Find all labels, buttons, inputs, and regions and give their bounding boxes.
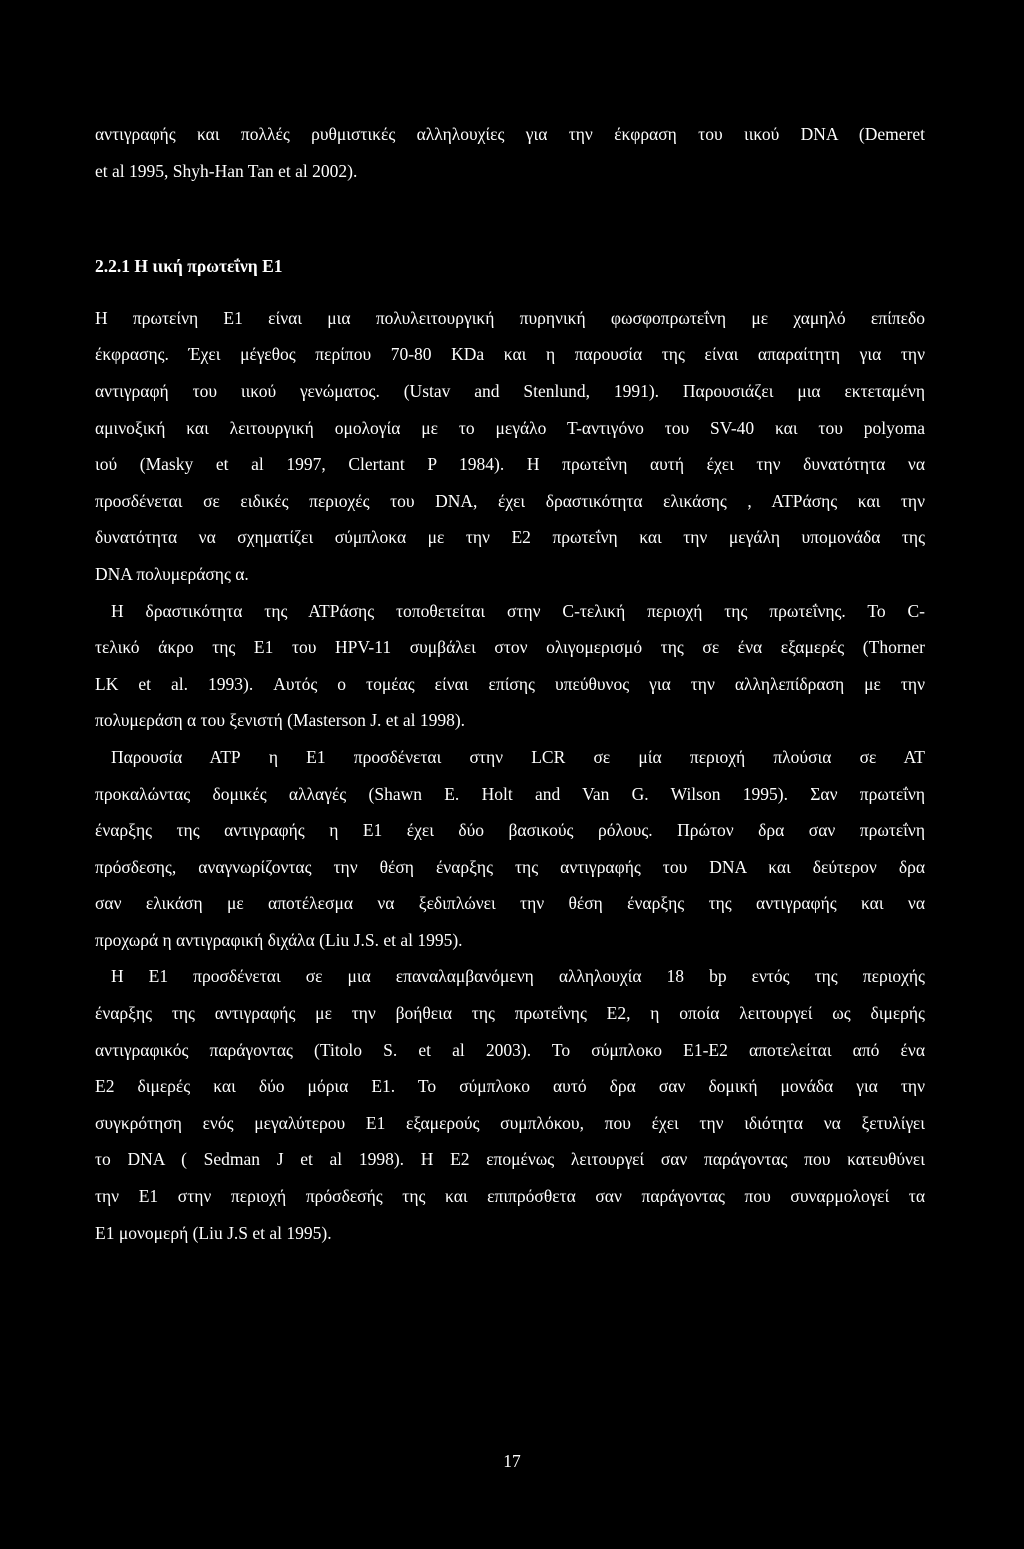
text-line: Ε2 διμερές και δύο μόρια Ε1. Το σύμπλοκο αυτό δρα σαν δομική μονάδα για την bbox=[95, 1076, 925, 1097]
text-line: πολυμεράση α του ξενιστή (Masterson J. et al 1998). bbox=[95, 710, 466, 731]
document-page bbox=[95, 116, 925, 1251]
text-line: αντιγραφικός παράγοντας (Titolo S. et al 2003). Το σύμπλοκο Ε1-Ε2 αποτελείται από ένα bbox=[95, 1039, 925, 1060]
text-line: Η πρωτείνη Ε1 είναι μια πολυλειτουργική πυρηνική φωσφοπρωτεΐνη με χαμηλό επίπεδο bbox=[95, 307, 925, 328]
text-line: προχωρά η αντιγραφική διχάλα (Liu J.S. et al 1995). bbox=[95, 929, 463, 950]
text-line: αμινοξική και λειτουργική ομολογία με το μεγάλο Τ-αντιγόνο του SV-40 και του polyoma bbox=[95, 417, 925, 438]
section-heading: 2.2.1 Η ιική πρωτεΐνη Ε1 bbox=[95, 256, 283, 277]
text-line: έκφρασης. Έχει μέγεθος περίπου 70-80 KDa και η παρουσία της είναι απαραίτητη για την bbox=[95, 344, 925, 365]
text-line: DNA πολυμεράσης α. bbox=[95, 563, 249, 584]
text-line: προκαλώντας δομικές αλλαγές (Shawn E. Holt and Van G. Wilson 1995). Σαν πρωτεΐνη bbox=[95, 783, 925, 804]
text-line: το DNA ( Sedman J et al 1998). Η Ε2 επομένως λειτουργεί σαν παράγοντας που κατευθύνει bbox=[95, 1149, 925, 1170]
text-line: δυνατότητα να σχηματίζει σύμπλοκα με την Ε2 πρωτεΐνη και την μεγάλη υπομονάδα της bbox=[95, 527, 925, 548]
text-line: έναρξης της αντιγραφής η Ε1 έχει δύο βασικούς ρόλους. Πρώτον δρα σαν πρωτεΐνη bbox=[95, 820, 925, 841]
text-line: την Ε1 στην περιοχή πρόσδεσής της και επιπρόσθετα σαν παράγοντας που συναρμολογεί τα bbox=[95, 1186, 925, 1207]
text-line: έναρξης της αντιγραφής με την βοήθεια της πρωτεΐνης Ε2, η οποία λειτουργεί ως διμερής bbox=[95, 1003, 925, 1024]
text-line: et al 1995, Shyh-Han Tan et al 2002). bbox=[95, 160, 358, 181]
text-line: πρόσδεσης, αναγνωρίζοντας την θέση έναρξης της αντιγραφής του DNA και δεύτερον δρα bbox=[95, 856, 925, 877]
text-line: Η δραστικότητα της ΑΤΡάσης τοποθετείται στην C-τελική περιοχή της πρωτεΐνης. Το C- bbox=[111, 600, 925, 621]
text-line: Παρουσία ΑΤΡ η Ε1 προσδένεται στην LCR σε μία περιοχή πλούσια σε ΑΤ bbox=[111, 746, 925, 767]
text-line: προσδένεται σε ειδικές περιοχές του DNA, έχει δραστικότητα ελικάσης , ΑΤΡάσης και την bbox=[95, 490, 925, 511]
text-line: αντιγραφή του ιικού γενώματος. (Ustav and Stenlund, 1991). Παρουσιάζει μια εκτεταμένη bbox=[95, 380, 925, 401]
text-line: Ε1 μονομερή (Liu J.S et al 1995). bbox=[95, 1222, 332, 1243]
text-line: τελικό άκρο της Ε1 του HPV-11 συμβάλει στον ολιγομερισμό της σε ένα εξαμερές (Thorner bbox=[95, 637, 925, 658]
text-line: αντιγραφής και πολλές ρυθμιστικές αλληλουχίες για την έκφραση του ιικού DNA (Demeret bbox=[95, 124, 925, 144]
text-line: LK et al. 1993). Αυτός ο τομέας είναι επίσης υπεύθυνος για την αλληλεπίδραση με την bbox=[95, 673, 925, 694]
text-line: ιού (Masky et al 1997, Clertant P 1984). Η πρωτεΐνη αυτή έχει την δυνατότητα να bbox=[95, 454, 925, 475]
text-line: Η Ε1 προσδένεται σε μια επαναλαμβανόμενη αλληλουχία 18 bp εντός της περιοχής bbox=[111, 966, 925, 987]
page-number: 17 bbox=[503, 1451, 521, 1471]
text-line: συγκρότηση ενός μεγαλύτερου Ε1 εξαμερούς συμπλόκου, που έχει την ιδιότητα να ξετυλίγει bbox=[95, 1112, 925, 1133]
text-line: σαν ελικάση με αποτέλεσμα να ξεδιπλώνει την θέση έναρξης της αντιγραφής και να bbox=[95, 893, 925, 914]
